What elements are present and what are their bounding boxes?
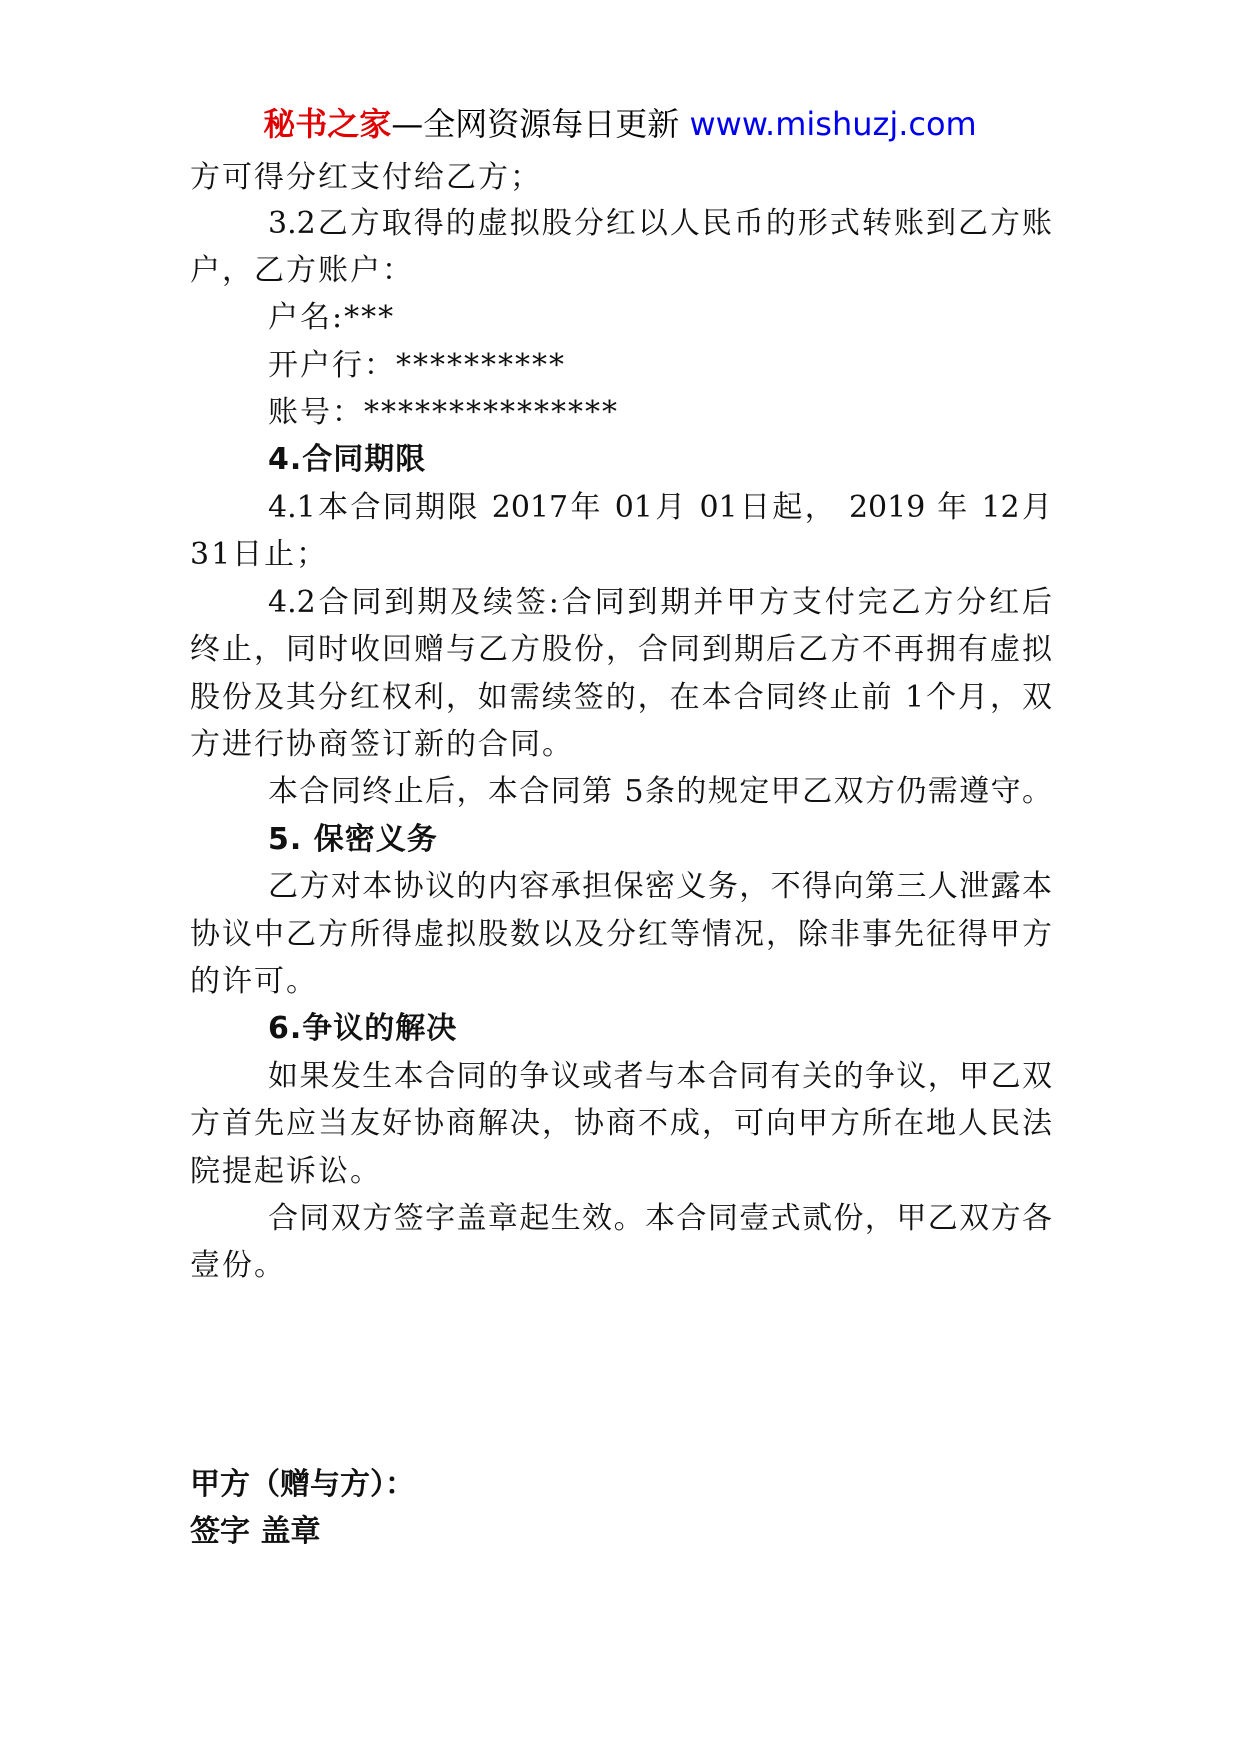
paragraph-line: 如果发生本合同的争议或者与本合同有关的争议，甲乙双 — [268, 1059, 1052, 1094]
paragraph-line: 的许可。 — [190, 964, 318, 999]
paragraph-line: 合同双方签字盖章起生效。本合同壹式贰份，甲乙双方各 — [268, 1201, 1052, 1236]
paragraph-line: 乙方对本协议的内容承担保密义务，不得向第三人泄露本 — [268, 869, 1052, 904]
section-heading-confidentiality: 5. 保密义务 — [268, 822, 438, 857]
paragraph-line: 股份及其分红权利，如需续签的，在本合同终止前 1个月，双 — [190, 680, 1052, 715]
bank-line: 开户行：********** — [268, 348, 566, 383]
section-heading-term: 4.合同期限 — [268, 442, 427, 477]
site-tagline: —全网资源每日更新 — [391, 105, 690, 143]
sign-seal-label: 签字 盖章 — [190, 1514, 321, 1549]
section-heading-dispute: 6.争议的解决 — [268, 1011, 458, 1046]
paragraph-line: 31日止； — [190, 537, 329, 572]
paragraph-line: 4.1本合同期限 2017年 01月 01日起， 2019 年 12月 — [268, 490, 1052, 525]
paragraph-line: 院提起诉讼。 — [190, 1154, 382, 1189]
paragraph-line: 本合同终止后，本合同第 5条的规定甲乙双方仍需遵守。 — [268, 774, 1052, 809]
paragraph-line: 终止，同时收回赠与乙方股份，合同到期后乙方不再拥有虚拟 — [190, 632, 1052, 667]
paragraph-line: 3.2乙方取得的虚拟股分红以人民币的形式转账到乙方账 — [268, 206, 1052, 241]
paragraph-line: 方首先应当友好协商解决，协商不成，可向甲方所在地人民法 — [190, 1106, 1052, 1141]
paragraph-line: 壹份。 — [190, 1248, 286, 1283]
account-name-line: 户名:*** — [268, 300, 396, 335]
paragraph-line: 方可得分红支付给乙方； — [190, 160, 542, 195]
paragraph-line: 协议中乙方所得虚拟股数以及分红等情况，除非事先征得甲方 — [190, 917, 1052, 952]
party-a-label: 甲方（赠与方）： — [190, 1467, 415, 1502]
paragraph-line: 4.2合同到期及续签:合同到期并甲方支付完乙方分红后 — [268, 585, 1052, 620]
paragraph-line: 方进行协商签订新的合同。 — [190, 727, 574, 762]
account-number-line: 账号：*************** — [268, 395, 619, 430]
site-url-link[interactable]: www.mishuzj.com — [689, 105, 977, 143]
site-brand: 秘书之家 — [263, 105, 392, 143]
site-header — [0, 100, 1240, 148]
paragraph-line: 户，乙方账户： — [190, 253, 414, 288]
